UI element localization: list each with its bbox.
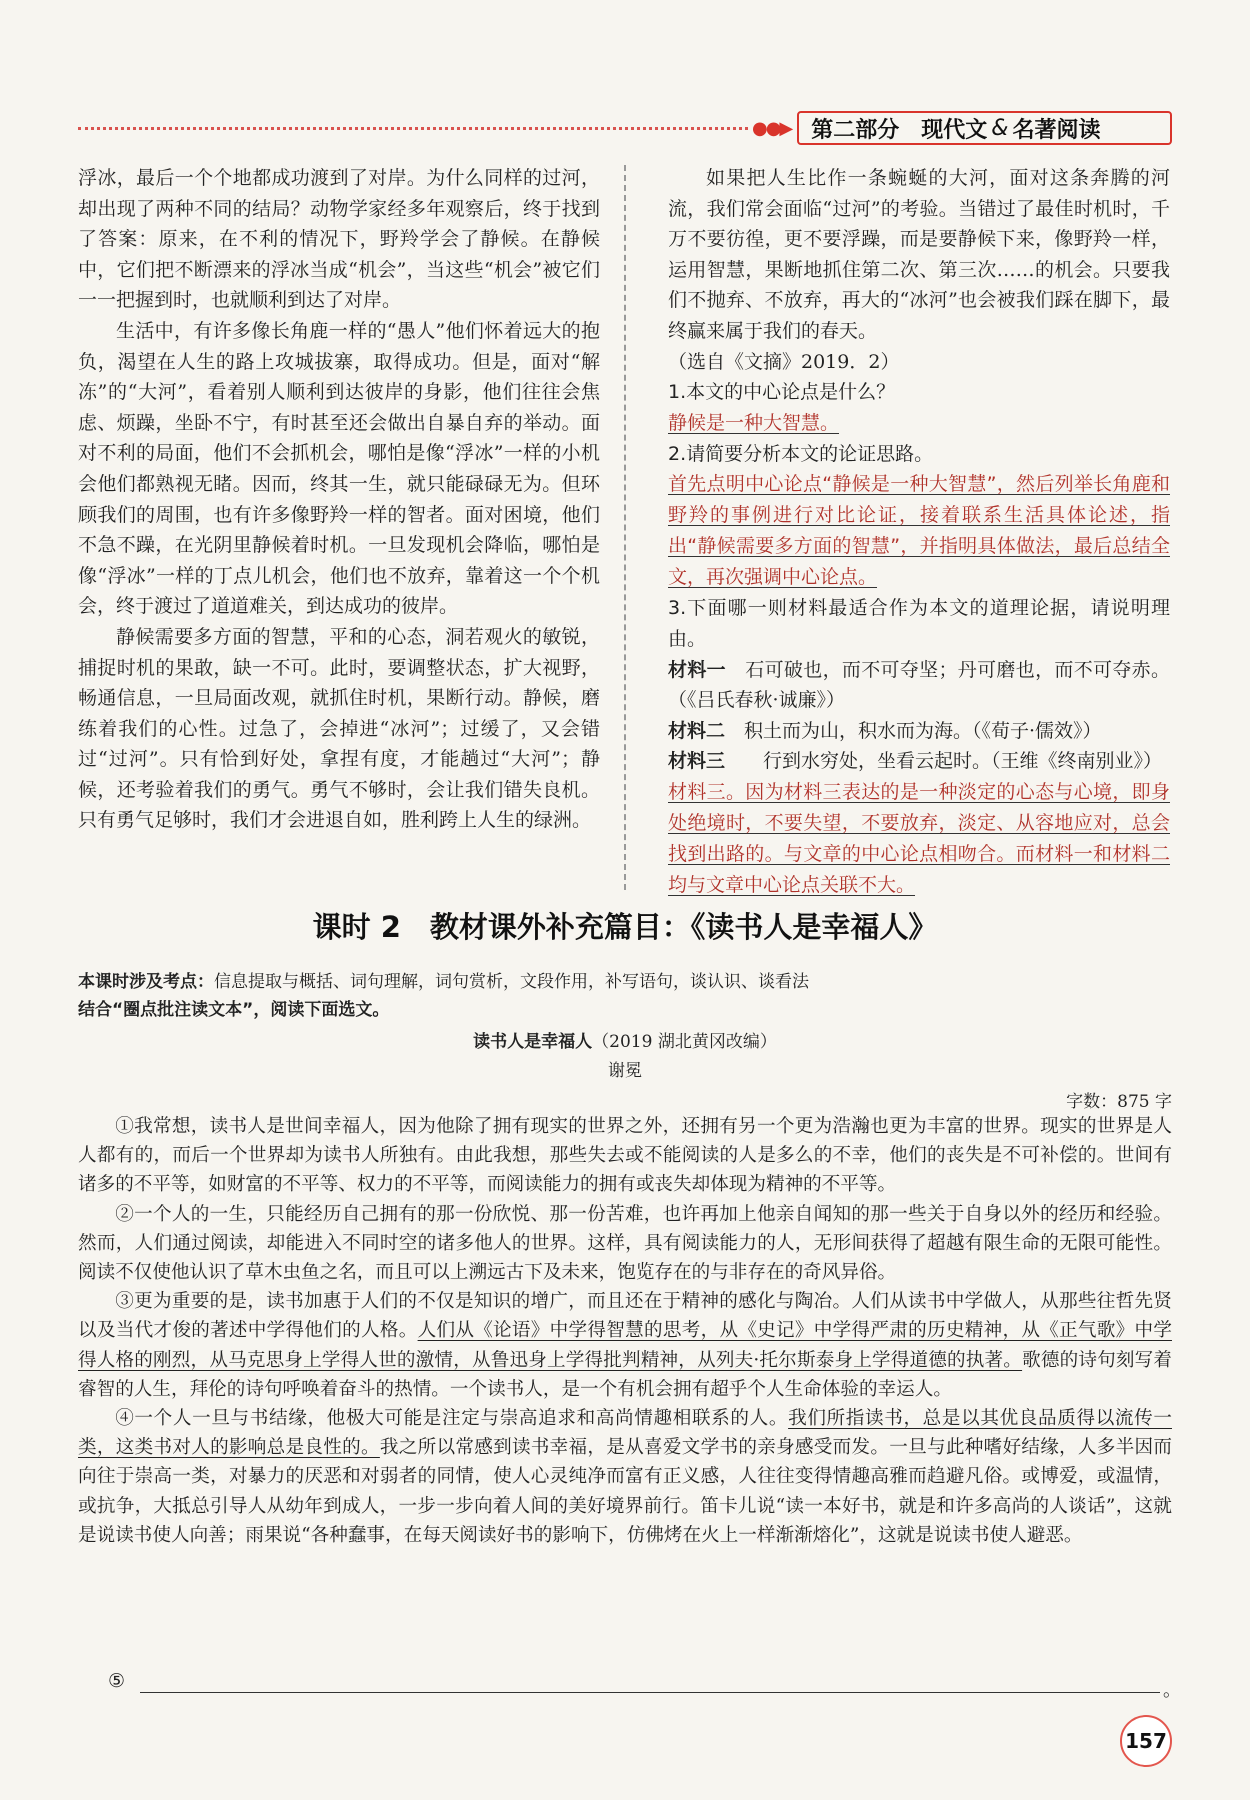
article-author: 谢冕 bbox=[608, 1061, 642, 1081]
arrow-icon: ●●▶ bbox=[752, 117, 792, 139]
lesson-instruction bbox=[78, 996, 1168, 1024]
article-para-3 bbox=[78, 1287, 1172, 1404]
article-para-1: ①我常想，读书人是世间幸福人，因为他除了拥有现实的世界之外，还拥有另一个更为浩瀚也更为丰富的世界。现实的世界是人人都有的，而后一个世界却为读书人所独有。由此我想，那些失去或不能阅读的人是多么的不幸，他们的丧失是不可补偿的。世间有诸多的不平等，如财富的不平等、权力的不平等，而阅读能力的拥有或丧失却体现为精神的不平等。 bbox=[78, 1116, 1172, 1196]
page-number: 157 bbox=[1120, 1715, 1172, 1767]
question-2: 2.请简要分析本文的论证思路。 bbox=[668, 442, 934, 465]
lesson-points bbox=[78, 968, 1168, 996]
material-1-text: 石可破也，而不可夺坚；丹可磨也，而不可夺赤。（《吕氏春秋·诚廉》） bbox=[668, 658, 1170, 712]
question-3: 3.下面哪一则材料最适合作为本文的道理论据，请说明理由。 bbox=[668, 597, 1170, 650]
material-1-label: 材料一 bbox=[668, 658, 726, 681]
lesson-points-label: 本课时涉及考点： bbox=[78, 972, 214, 992]
para-5-marker: ⑤ bbox=[108, 1670, 126, 1692]
article-para-4 bbox=[78, 1404, 1172, 1550]
answer-3: 材料三。因为材料三表达的是一种淡定的心态与心境，即身处绝境时，不要失望，不要放弃，淡定、从容地应对，总会找到出路的。与文章的中心论点相吻合。而材料一和材料二均与文章中心论点关联不大。 bbox=[668, 780, 1170, 896]
article-para-3a: ③更为重要的是，读书加惠于人们的不仅是知识的增广，而且还在于精神的感化与陶冶。人们从读书中学做人，从那些往哲先贤以及当代才俊的著述中学得他们的人格。 bbox=[78, 1291, 1172, 1342]
article-body bbox=[78, 1112, 1172, 1550]
article-para-4c: 我之所以常感到读书幸福，是从喜爱文学书的亲身感受而发。一旦与此种嗜好结缘，人多半因而向往于崇高一类，对暴力的厌恶和对弱者的同情，使人心灵纯净而富有正义感，人往往变得情趣高雅而趋避凡俗。或博爱，或温情，或抗争，大抵总引导人从幼年到成人，一步一步向着人间的美好境界前行。笛卡儿说“读一本好书，就是和许多高尚的人谈话”，这就是说读书使人向善；雨果说“各种蠢事，在每天阅读好书的影响下，仿佛烤在火上一样渐渐熔化”，这就是说读书使人避恶。 bbox=[78, 1437, 1172, 1546]
section-title: 课时 2 教材课外补充篇目：《读书人是幸福人》 bbox=[312, 910, 938, 944]
para-5-end: 。 bbox=[1163, 1680, 1181, 1701]
material-2-label: 材料二 bbox=[668, 719, 726, 742]
article-title-note: （2019 湖北黄冈改编） bbox=[592, 1032, 777, 1052]
source-note: （选自《文摘》2019．2） bbox=[668, 350, 900, 373]
right-para-1: 如果把人生比作一条蜿蜒的大河，面对这条奔腾的河流，我们常会面临“过河”的考验。当错过了最佳时机时，千万不要彷徨，更不要浮躁，而是要静候下来，像野羚一样，运用智慧，果断地抓住第二次、第三次……的机会。只要我们不抛弃、不放弃，再大的“冰河”也会被我们踩在脚下，最终赢来属于我们的春天。 bbox=[668, 167, 1170, 342]
column-divider bbox=[624, 165, 626, 890]
article-para-4a: ④一个人一旦与书结缘，他极大可能是注定与崇高追求和高尚情趣相联系的人。 bbox=[115, 1408, 789, 1430]
article-para-4b: 我们所指读书，总是以其优良品质得以流传一类，这类书对人的影响总是良性的。 bbox=[78, 1408, 1172, 1459]
header-amp: & bbox=[991, 115, 1009, 141]
header-title: 第二部分 现代文 bbox=[811, 117, 988, 143]
answer-2: 首先点明中心论点“静候是一种大智慧”，然后列举长角鹿和野羚的事例进行对比论证，接着联系生活具体论述，指出“静候需要多方面的智慧”，并指明具体做法，最后总结全文，再次强调中心论点。 bbox=[668, 473, 1170, 589]
left-para-2: 生活中，有许多像长角鹿一样的“愚人”他们怀着远大的抱负，渴望在人生的路上攻城拔寨，取得成功。但是，面对“解冻”的“大河”，看着别人顺利到达彼岸的身影，他们往往会焦虑、烦躁，坐卧不宁，有时甚至还会做出自暴自弃的举动。面对不利的局面，他们不会抓机会，哪怕是像“浮冰”一样的小机会他们都熟视无睹。因而，终其一生，就只能碌碌无为。但环顾我们的周围，也有许多像野羚一样的智者。面对困境，他们不急不躁，在光阴里静候着时机。一旦发现机会降临，哪怕是像“浮冰”一样的丁点儿机会，他们也不放弃，靠着这一个个机会，终于渡过了道道难关，到达成功的彼岸。 bbox=[78, 319, 600, 618]
article-para-3c: 歌德的诗句刻写着睿智的人生，拜伦的诗句呼唤着奋斗的热情。一个读书人，是一个有机会拥有超乎个人生命体验的幸运人。 bbox=[78, 1349, 1172, 1400]
header-box bbox=[797, 111, 1172, 145]
material-1 bbox=[668, 655, 1170, 716]
material-3-text: 行到水穷处，坐看云起时。（王维《终南别业》） bbox=[725, 750, 1163, 773]
word-count: 字数：875 字 bbox=[1066, 1092, 1172, 1112]
material-3 bbox=[668, 746, 1170, 777]
section-header bbox=[752, 110, 1172, 146]
left-para-1: 浮冰，最后一个个地都成功渡到了对岸。为什么同样的过河，却出现了两种不同的结局？动物学家经多年观察后，终于找到了答案：原来，在不利的情况下，野羚学会了静候。在静候中，它们把不断漂来的浮冰当成“机会”，当这些“机会”被它们一一把握到时，也就顺利到达了对岸。 bbox=[78, 167, 600, 312]
para-5-fill-line[interactable] bbox=[140, 1692, 1160, 1693]
left-column bbox=[78, 163, 600, 836]
material-2-text: 积土而为山，积水而为海。（《荀子·儒效》） bbox=[725, 719, 1102, 742]
left-para-3: 静候需要多方面的智慧，平和的心态，洞若观火的敏锐，捕捉时机的果敢，缺一不可。此时，要调整状态，扩大视野，畅通信息，一旦局面改观，就抓住时机，果断行动。静候，磨练着我们的心性。过急了，会掉进“冰河”；过缓了，又会错过“过河”。只有恰到好处，拿捏有度，才能趟过“大河”；静候，还考验着我们的勇气。勇气不够时，会让我们错失良机。只有勇气足够时，我们才会进退自如，胜利跨上人生的绿洲。 bbox=[78, 625, 600, 832]
header-title2: 名著阅读 bbox=[1012, 117, 1101, 143]
material-3-label: 材料三 bbox=[668, 750, 726, 773]
material-2 bbox=[668, 716, 1170, 747]
article-para-3b: 人们从《论语》中学得智慧的思考，从《史记》中学得严肃的历史精神，从《正气歌》中学得人格的刚烈，从马克思身上学得人世的激情，从鲁迅身上学得批判精神，从列夫·托尔斯泰身上学得道德的执著。 bbox=[78, 1320, 1172, 1371]
article-title bbox=[0, 1027, 1250, 1052]
article-title-text: 读书人是幸福人 bbox=[473, 1032, 593, 1052]
right-column bbox=[668, 163, 1170, 901]
lesson-instruction-text: 结合“圈点批注读文本”，阅读下面选文。 bbox=[78, 1000, 390, 1020]
question-1: 1.本文的中心论点是什么？ bbox=[668, 381, 896, 404]
lesson-points-text: 信息提取与概括、词句理解，词句赏析，文段作用，补写语句，谈认识、谈看法 bbox=[214, 972, 809, 992]
article-para-2: ②一个人的一生，只能经历自己拥有的那一份欣悦、那一份苦难，也许再加上他亲自闻知的那一些关于自身以外的经历和经验。然而，人们通过阅读，却能进入不同时空的诸多他人的世界。这样，具有阅读能力的人，无形间获得了超越有限生命的无限可能性。阅读不仅使他认识了草木虫鱼之名，而且可以上溯远古下及未来，饱览存在的与非存在的奇风异俗。 bbox=[78, 1203, 1172, 1284]
answer-1: 静候是一种大智慧。 bbox=[668, 411, 840, 434]
header-dotted-rule bbox=[78, 127, 748, 130]
